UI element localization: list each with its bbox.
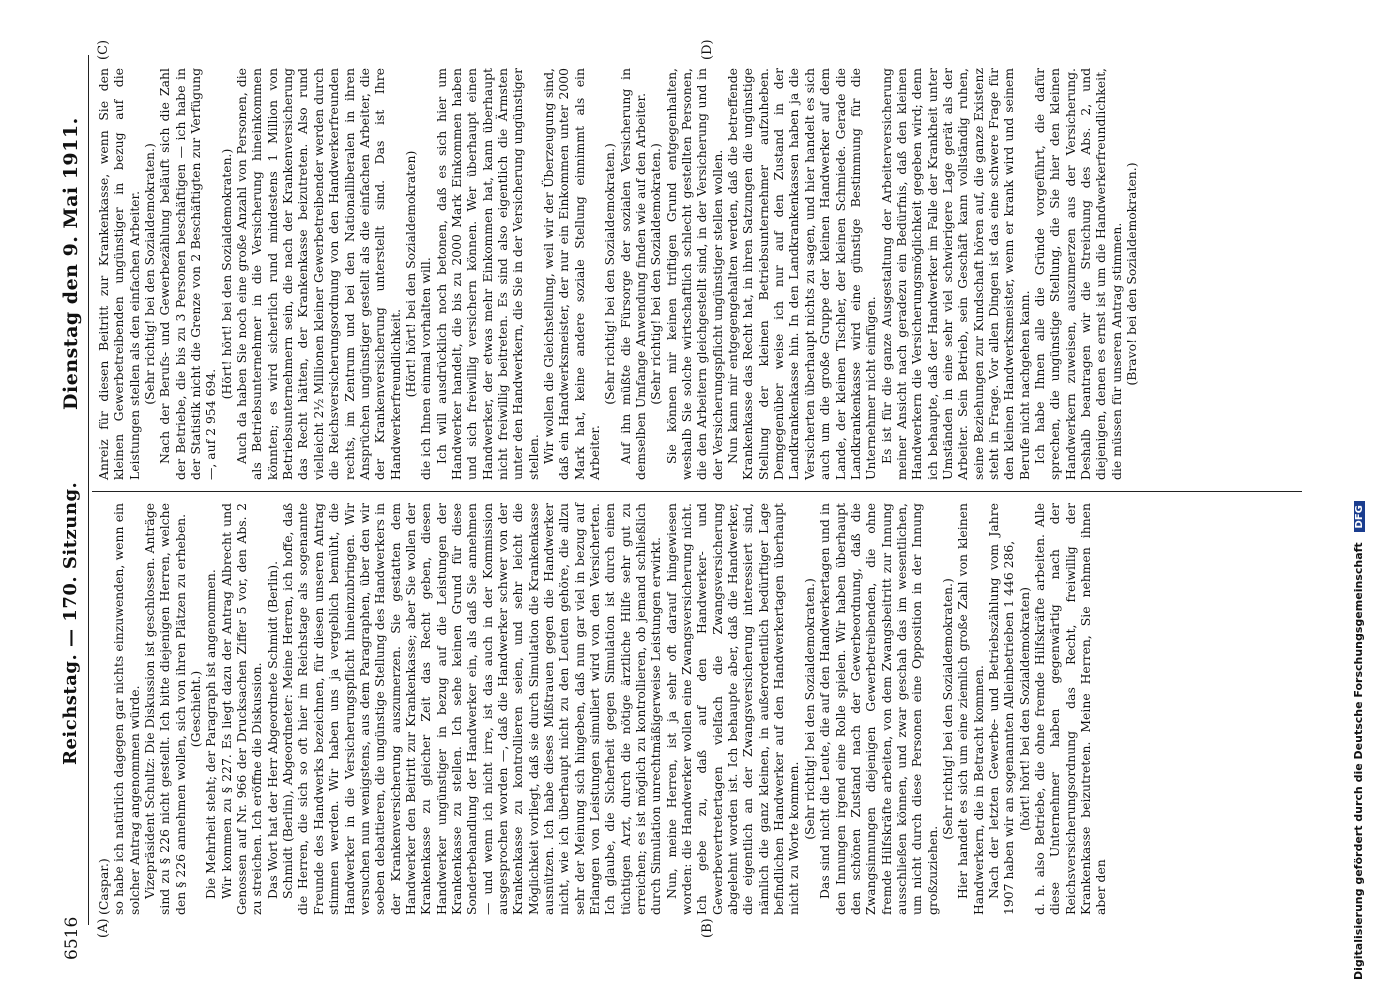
digitization-imprint bbox=[1352, 501, 1365, 980]
paragraph: Auch da haben Sie noch eine große Anzahl von Personen, die als Betriebsunternehmer in die Versicherung hineinkommen könnten; es wird sicherlich rund mindestens 1 Million von Betriebsunternehmern sein, die nach der Krankenversicherung das Recht hätten, der Krankenkasse beizutreten. Also rund vielleicht 2½ Millionen kleiner Gewerbetreibender werden durch die Reichsversicherungsordnung von den Handwerkerfreunden rechts, im Zentrum und bei den Nationalliberalen in ihren Ansprüchen ungünstiger gestellt als die einfachen Arbeiter, die der Krankenversicherung unterstellt sind. Das ist Ihre Handwerkerfreundlichkeit. bbox=[234, 68, 403, 480]
interjection: (Bravo! bei den Sozialdemokraten.) bbox=[1124, 162, 1140, 386]
paragraph: Nun kann mir entgegengehalten werden, daß die betreffende Krankenkasse das Recht hat, in ihren Satzungen die ungünstige Stellung der kleinen Betriebsunternehmer aufzuheben. Demgegenüber weise ich nur auf den Zustand in der Landkrankenkasse hin. In den Landkrankenkassen haben ja die Versicherten überhaupt nichts zu sagen, und hier handelt es sich auch um die große Gruppe der kleinen Handwerker auf dem Lande, der kleinen Tischler, der kleinen Schmiede. Gerade die Landkrankenkasse wird eine günstige Bestimmung für die Unternehmer nicht einfügen. bbox=[725, 68, 879, 480]
dfg-logo: DFG bbox=[1354, 501, 1365, 532]
margin-letter-b: (B) bbox=[700, 918, 715, 938]
margin-letter-c: (C) bbox=[96, 39, 111, 60]
speaker-tag: (Caspar.) bbox=[96, 858, 111, 915]
paragraph: die ich Ihnen einmal vorhalten will. bbox=[418, 257, 434, 480]
paragraph: Anreiz für diesen Beitritt zur Krankenkasse, wenn Sie den kleinen Gewerbetreibenden ungünstiger in bezug auf die Leistungen stellen als den einfachen Arbeiter. bbox=[96, 68, 142, 480]
column-separator bbox=[92, 491, 1302, 492]
margin-letter-d: (D) bbox=[700, 39, 715, 60]
right-column bbox=[96, 68, 1139, 480]
paragraph: Hier handelt es sich um eine ziemlich große Zahl von kleinen Handwerkern, die in Betracht kommen. bbox=[955, 503, 986, 915]
paragraph: Nach der Berufs- und Gewerbezählung beläuft sich die Zahl der Betriebe, die bis zu 3 Personen beschäftigen — ich habe in der Statistik nicht die Grenze von 2 Beschäftigten zur Verfügung —, auf 2 954 694. bbox=[157, 68, 219, 480]
interjection: (Geschieht.) bbox=[188, 670, 204, 748]
margin-letter-a: (A) bbox=[96, 918, 111, 938]
paragraph: Die Mehrheit steht; der Paragraph ist angenommen. bbox=[203, 569, 219, 899]
interjection: (Sehr richtig! bei den Sozialdemokraten.) bbox=[801, 578, 817, 840]
paragraph: Ich habe Ihnen alle die Gründe vorgeführt, die dafür sprechen, die ungünstige Stellung, die Sie hier den kleinen Handwerkern zuweisen, auszumerzen aus der Versicherung. Deshalb beantragen wir die Streichung des Abs. 2, und diejenigen, denen es ernst ist um die Handwerkerfreundlichkeit, die müssen für unseren Antrag stimmen. bbox=[1031, 68, 1124, 480]
imprint-text: Digitalisierung gefördert durch die Deutsche Forschungsgemeinschaft bbox=[1352, 542, 1365, 980]
page-number: 6516 bbox=[62, 916, 82, 960]
interjection: (Hört! hört! bei den Sozialdemokraten) bbox=[402, 150, 418, 398]
paragraph: Wir kommen zu § 227. Es liegt dazu der Antrag Albrecht und Genossen auf Nr. 966 der Drucksachen Ziffer 5 vor, den Abs. 2 zu streichen. Ich eröffne die Diskussion. bbox=[218, 503, 265, 915]
interjection: (Sehr richtig! bei den Sozialdemokraten.) bbox=[142, 143, 158, 405]
paragraph: Ich will ausdrücklich noch betonen, daß es sich hier um Handwerker handelt, die bis zu 2000 Mark Einkommen haben und sich freiwillig versichern können. Wer überhaupt einen Handwerker, der etwas mehr Einkommen hat, kann überhaupt nicht freiwillig beitreten. Es sind also eigentlich die Ärmsten unter den Handwerkern, die Sie in der Versicherung ungünstiger stellen. bbox=[433, 68, 541, 480]
left-running-title: Reichstag. — 170. Sitzung. bbox=[60, 481, 81, 765]
paragraph: Das sind nicht die Leute, die auf den Handwerkertagen und in den Innungen irgend eine Rolle spielen. Wir haben überhaupt den schönen Zustand nach der Gewerbeordnung, daß die Zwangsinnungen diejenigen Gewerbetreibenden, die ohne fremde Hilfskräfte arbeiten, von dem Zwangsbeitritt zur Innung ausschließen können, und zwar geschah das im wesentlichen, um nicht durch diese Personen eine Opposition in der Innung großzuziehen. bbox=[817, 503, 940, 915]
paragraph: Das Wort hat der Herr Abgeordnete Schmidt (Berlin). bbox=[264, 560, 280, 899]
paragraph: Nun, meine Herren, ist ja sehr oft darauf hingewiesen worden: die Handwerker wollen eine Zwangsversicherung nicht. Ich gebe zu, daß auf den Handwerker- und Gewerbevertretertagen vielfach die Zwangsversicherung abgelehnt worden ist. Ich behaupte aber, daß die Handwerker, die eigentlich an der Zwangsversicherung interessiert sind, nämlich die ganz kleinen, in außerordentlich bedürftiger Lage befindlichen Handwerker auf den Handwerkertagen überhaupt nicht zu Worte kommen. bbox=[663, 503, 802, 915]
interjection: (Hört! hört! bei den Sozialdemokraten.) bbox=[218, 148, 234, 400]
right-running-title: Dienstag den 9. Mai 1911. bbox=[60, 117, 82, 410]
paragraph: Sie können mir keinen triftigen Grund entgegenhalten, weshalb Sie solche wirtschaftlich schlecht gestellten Personen, die den Arbeitern gleichgestellt sind, in der Versicherung und in der Versicherungspflicht ungünstiger stellen wollen. bbox=[663, 68, 725, 480]
paragraph: Schmidt (Berlin), Abgeordneter: Meine Herren, ich hoffe, daß die Herren, die sich so oft hier im Reichstage als sogenannte Freunde des Handwerks bezeichnen, für diesen unseren Antrag stimmen werden. Wir haben uns ja vergeblich bemüht, die Handwerker in die Versicherungspflicht hineinzubringen. Wir versuchen nun wenigstens, aus dem Paragraphen, über den wir soeben debattieren, die ungünstige Stellung des Handwerkers in der Krankenversicherung auszumerzen. Sie gestatten dem Handwerker den Beitritt zur Krankenkasse; aber Sie wollen der Krankenkasse zu gleicher Zeit das Recht geben, diesen Handwerker ungünstiger in bezug auf die Leistungen der Krankenkasse zu stellen. Ich sehe keinen Grund für diese Sonderbehandlung der Handwerker ein, als daß Sie annehmen — und wenn ich nicht irre, ist das auch in der Kommission ausgesprochen worden —, daß die Handwerker schwer von der Krankenkasse zu kontrollieren seien, und sehr leicht die Möglichkeit vorliegt, daß sie durch Simulation die Krankenkasse ausnützen. Ich habe dieses Mißtrauen gegen die Handwerker nicht, wie ich überhaupt nicht zu den Leuten gehöre, die allzu sehr der Meinung sich hingeben, daß nun gar viel in bezug auf Erlangen von Leistungen simuliert wird von den Versicherten. Ich glaube, die Sicherheit gegen Simulation ist durch einen tüchtigen Arzt, durch die nötige ärztliche Hilfe sehr gut zu erreichen; es ist möglich zu kontrollieren, ob jemand schließlich durch Simulation unrechtmäßigerweise Leistungen erwirkt. bbox=[280, 503, 664, 915]
interjection: (Sehr richtig! bei den Sozialdemokraten.) bbox=[648, 143, 664, 405]
header-rule bbox=[88, 55, 89, 925]
interjection: (hört! hört! bei den Sozialdemokraten) bbox=[1016, 587, 1032, 831]
paragraph: d. h. also Betriebe, die ohne fremde Hilfskräfte arbeiten. Alle diese Unternehmer haben gegenwärtig nach der Reichsversicherungsordnung das Recht, freiwillig der Krankenkasse beizutreten. Meine Herren, Sie nehmen ihnen aber den bbox=[1031, 503, 1109, 915]
paragraph: Es ist für die ganze Ausgestaltung der Arbeiterversicherung meiner Ansicht nach geradezu ein Bedürfnis, daß den kleinen Handwerkern die Versicherungsmöglichkeit gegeben wird; denn ich behaupte, daß der Handwerker im Falle der Krankheit unter Umständen in eine sehr viel schwierigere Lage gerät als der Arbeiter. Sein Betrieb, sein Geschäft kann vollständig ruhen, seine Beziehungen zur Kundschaft hören auf, die ganze Existenz steht in Frage. Vor allen Dingen ist das eine schwere Frage für den kleinen Handwerksmeister, wenn er krank wird und seinem Berufe nicht nachgehen kann. bbox=[878, 68, 1032, 480]
paragraph: Vizepräsident Schultz: Die Diskussion ist geschlossen. Anträge sind zu § 226 nicht gestellt. Ich bitte diejenigen Herren, welche den § 226 annehmen wollen, sich von ihren Plätzen zu erheben. bbox=[142, 503, 188, 915]
paragraph: Wir wollen die Gleichstellung, weil wir der Überzeugung sind, daß ein Handwerksmeister, der nur ein Einkommen unter 2000 Mark hat, keine andere soziale Stellung einnimmt als ein Arbeiter. bbox=[540, 68, 602, 480]
interjection: (Sehr richtig! bei den Sozialdemokraten.) bbox=[939, 578, 955, 840]
paragraph: Auf ihn müßte die Fürsorge der sozialen Versicherung in demselben Umfange Anwendung finden wie auf den Arbeiter. bbox=[617, 68, 649, 480]
page-header bbox=[58, 30, 88, 970]
left-column bbox=[96, 503, 1109, 915]
paragraph: so habe ich natürlich dagegen gar nichts einzuwenden, wenn ein solcher Antrag angenommen würde. bbox=[111, 503, 142, 915]
interjection: (Sehr richtig! bei den Sozialdemokraten.) bbox=[602, 143, 618, 405]
paragraph: Nach der letzten Gewerbe- und Betriebszählung vom Jahre 1907 haben wir an sogenannten Alleinbetrieben 1 446 286, bbox=[985, 503, 1017, 915]
